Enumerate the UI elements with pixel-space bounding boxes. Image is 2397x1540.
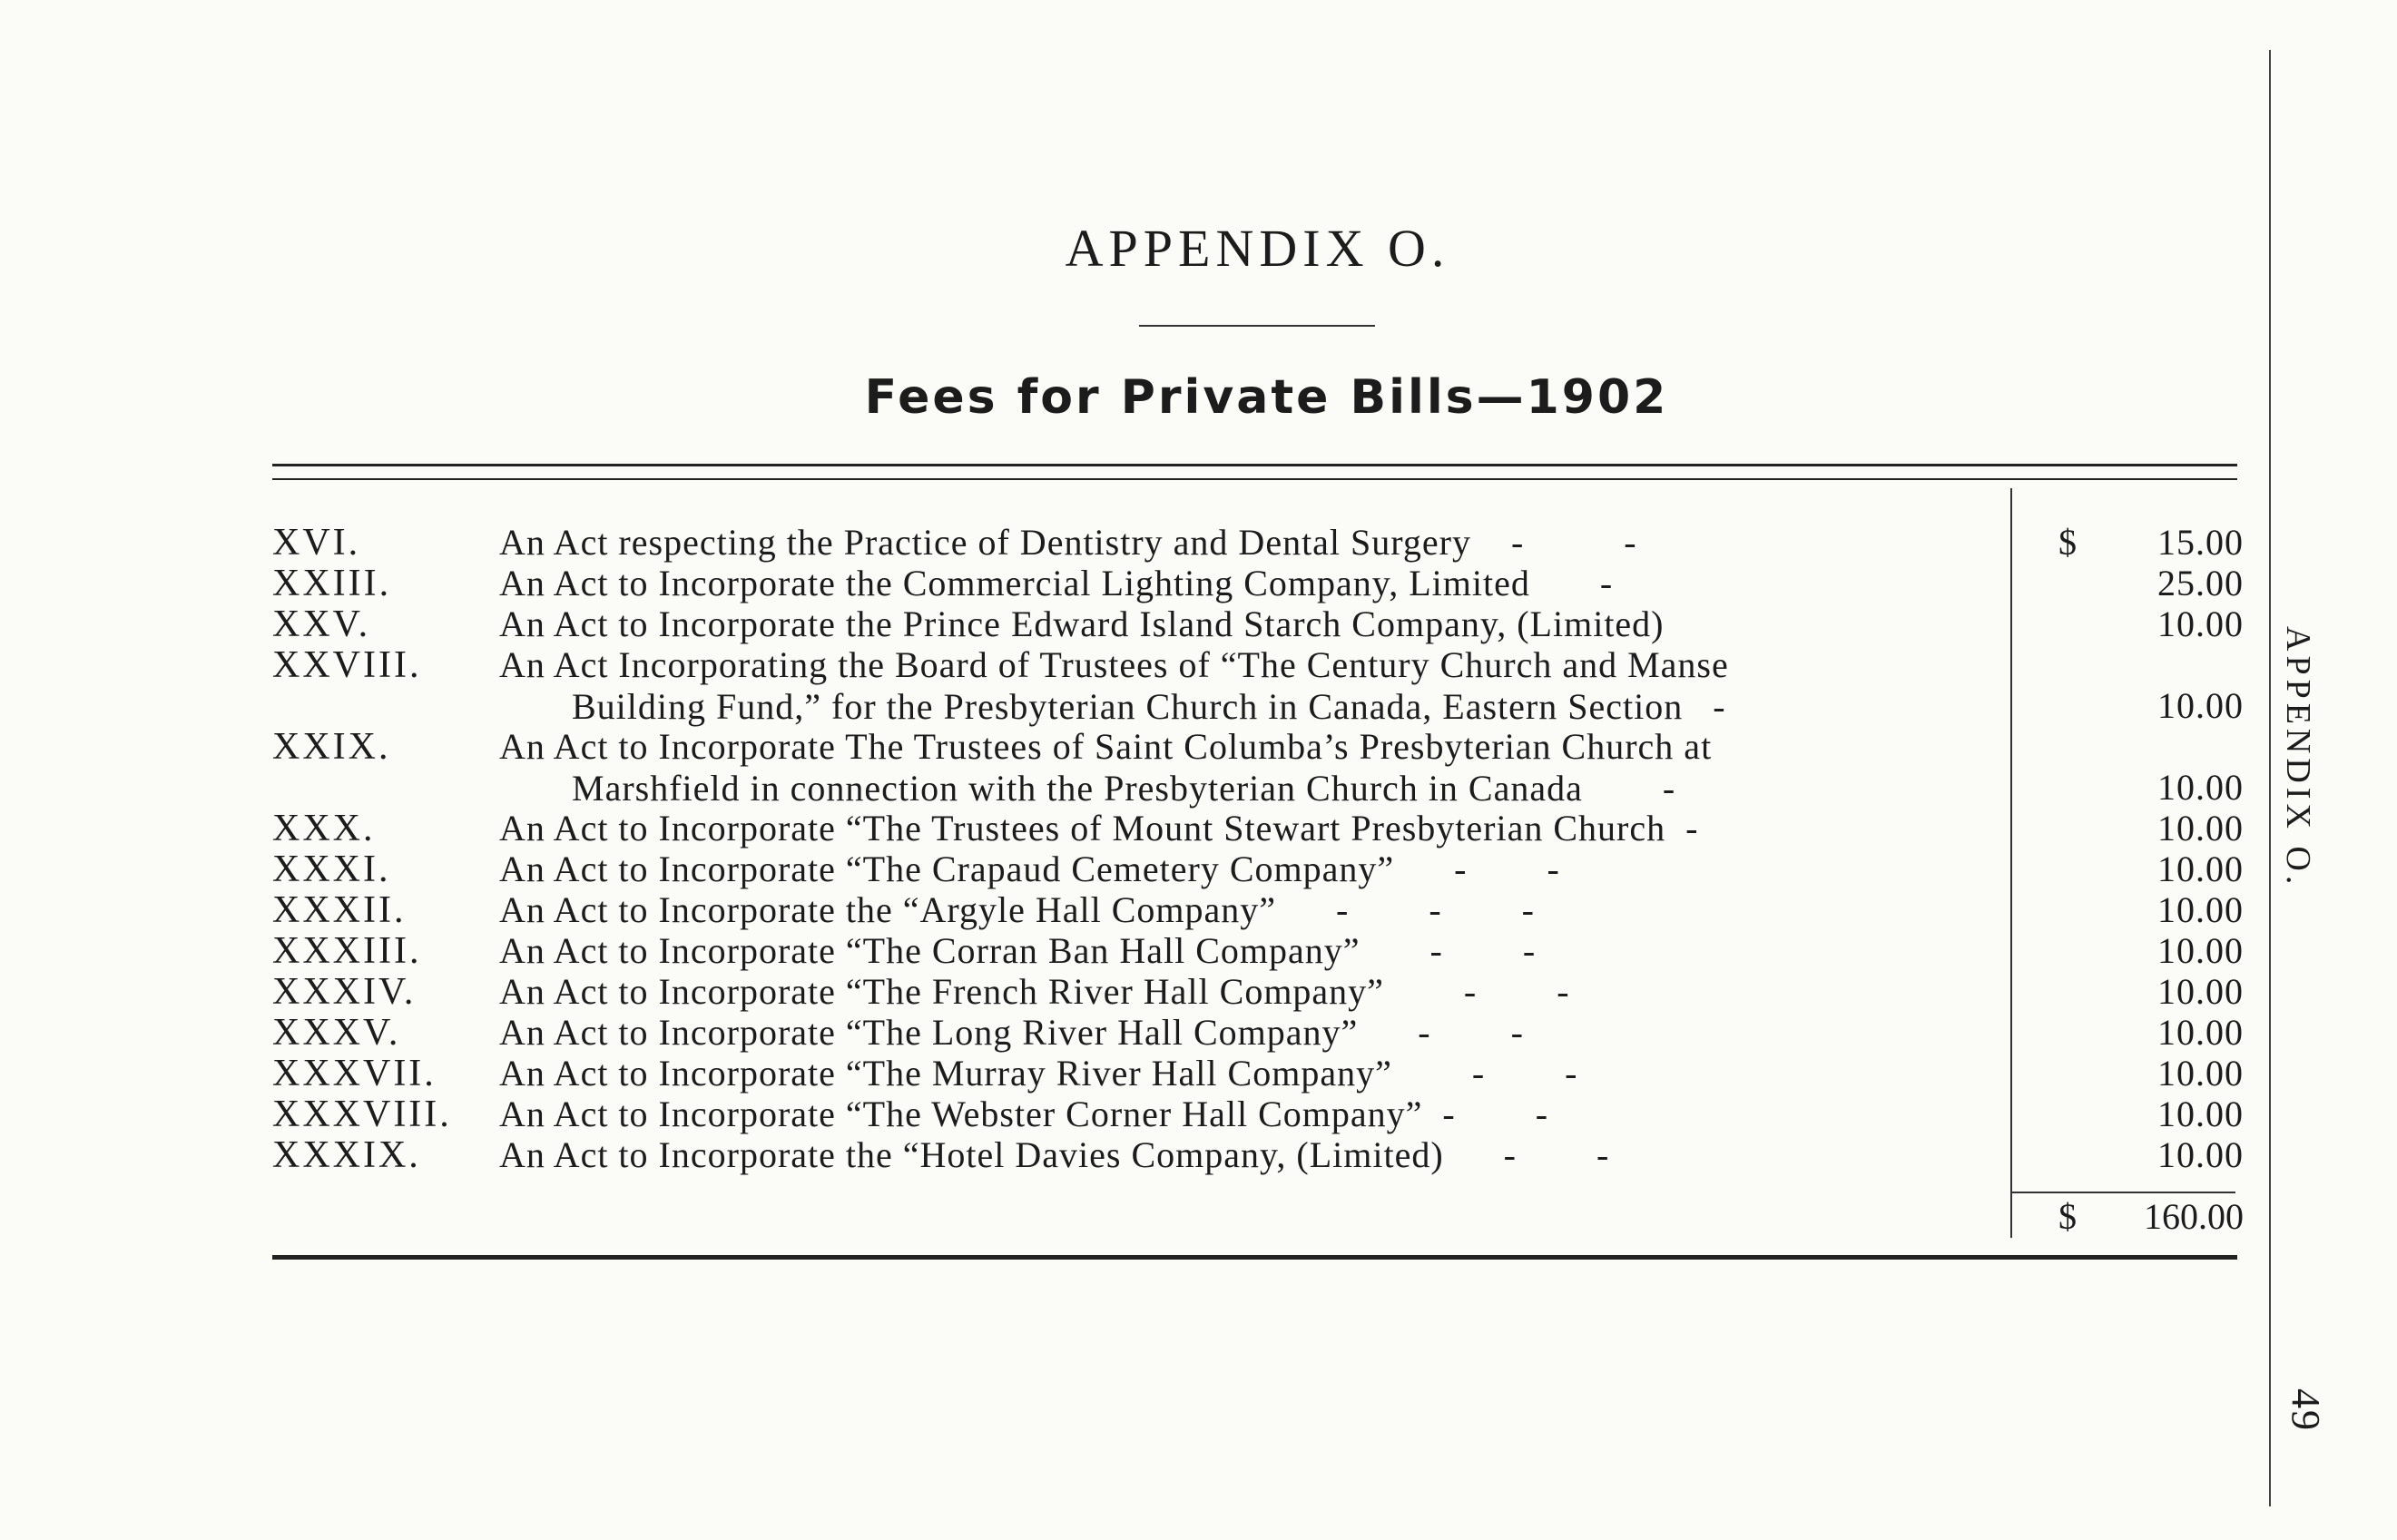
fee-amount: 25.00	[2157, 563, 2244, 603]
table-top-rule	[272, 464, 2237, 466]
currency-symbol: $	[2058, 522, 2077, 563]
total-currency-symbol: $	[2058, 1196, 2077, 1237]
table-bottom-rule	[272, 1255, 2237, 1260]
appendix-title: APPENDIX O.	[1065, 219, 1450, 278]
fee-amount: 10.00	[2157, 808, 2244, 848]
fee-amount: 10.00	[2157, 1134, 2244, 1175]
total-rule	[2010, 1192, 2235, 1193]
bill-description-line: An Act respecting the Practice of Dentistry and Dental Surgery - -	[499, 522, 1637, 563]
fee-amount: 10.00	[2157, 1094, 2244, 1134]
bill-description-continuation: Building Fund,” for the Presbyterian Church in Canada, Eastern Section -	[572, 686, 1726, 727]
fee-amount: 10.00	[2157, 930, 2244, 971]
bill-description-line: An Act to Incorporate “The Crapaud Cemetery Company” - -	[499, 848, 1560, 889]
page-edge-line	[2269, 50, 2271, 1506]
page-heading: Fees for Private Bills—1902	[864, 370, 1669, 425]
bill-description-line: An Act to Incorporate “The French River Hall Company” - -	[499, 971, 1570, 1012]
table-top-rule-inner	[272, 478, 2237, 480]
bill-number: XXXVII.	[272, 1053, 437, 1094]
bill-description	[499, 1012, 2010, 1054]
bill-description-line: An Act to Incorporate “The Trustees of Mount Stewart Presbyterian Church -	[499, 808, 1699, 848]
bill-description	[499, 563, 2010, 604]
bill-description-line: An Act to Incorporate “The Corran Ban Hall Company” - -	[499, 930, 1537, 971]
bill-description	[499, 848, 2010, 890]
bill-number: XXXIX.	[272, 1134, 421, 1176]
title-rule	[1139, 325, 1375, 327]
bill-description	[499, 603, 2010, 645]
fee-amount: 10.00	[2157, 889, 2244, 930]
bill-description	[499, 644, 2010, 728]
bill-description-continuation: Marshfield in connection with the Presbyterian Church in Canada -	[572, 768, 1676, 809]
bill-description	[499, 971, 2010, 1013]
bill-description	[499, 1094, 2010, 1135]
fee-amount: 15.00	[2157, 522, 2244, 563]
bill-number: XXXIV.	[272, 971, 417, 1013]
bill-description-line: An Act to Incorporate “The Long River Hall Company” - -	[499, 1012, 1524, 1053]
bill-number: XXXI.	[272, 848, 391, 890]
bill-number: XXV.	[272, 603, 371, 645]
bill-number: XXXII.	[272, 889, 407, 931]
bill-description-line: An Act to Incorporate “The Webster Corner Hall Company” - -	[499, 1094, 1549, 1134]
bill-description	[499, 522, 2010, 564]
fee-amount: 10.00	[2157, 767, 2244, 808]
bill-number: XXXVIII.	[272, 1094, 452, 1135]
fee-amount: 10.00	[2157, 603, 2244, 644]
side-running-head: APPENDIX O.	[2279, 626, 2317, 889]
bill-description-line: An Act to Incorporate the “Hotel Davies Company, (Limited) - -	[499, 1134, 1610, 1175]
fee-amount: 10.00	[2157, 848, 2244, 889]
bill-description	[499, 930, 2010, 972]
bill-description	[499, 1053, 2010, 1094]
bill-number: XXXIII.	[272, 930, 422, 972]
bill-number: XVI.	[272, 522, 361, 564]
bill-description	[499, 726, 2010, 809]
bill-description	[499, 889, 2010, 931]
bill-description-line: An Act to Incorporate “The Murray River Hall Company” - -	[499, 1053, 1578, 1094]
bill-number: XXIII.	[272, 563, 392, 604]
bill-description-line: An Act to Incorporate the “Argyle Hall Company” - - -	[499, 889, 1535, 930]
bill-description	[499, 808, 2010, 849]
bill-number: XXX.	[272, 808, 376, 849]
fee-amount: 10.00	[2157, 971, 2244, 1012]
fee-amount: 10.00	[2157, 1053, 2244, 1094]
bill-description-line: An Act to Incorporate The Trustees of Saint Columba’s Presbyterian Church at	[499, 726, 1713, 767]
bill-number: XXVIII.	[272, 644, 422, 686]
page-number: 49	[2284, 1388, 2328, 1432]
fee-amount: 10.00	[2157, 1012, 2244, 1053]
bill-description-line: An Act to Incorporate the Commercial Lighting Company, Limited -	[499, 563, 1614, 603]
bill-number: XXIX.	[272, 726, 391, 768]
bill-description-line: An Act to Incorporate the Prince Edward Island Starch Company, (Limited)	[499, 603, 1665, 644]
total-amount: 160.00	[2144, 1196, 2244, 1237]
bill-description-line: An Act Incorporating the Board of Trustees of “The Century Church and Manse	[499, 644, 1729, 685]
bill-number: XXXV.	[272, 1012, 401, 1054]
fee-amount: 10.00	[2157, 685, 2244, 726]
bill-description	[499, 1134, 2010, 1176]
amount-column-divider	[2010, 488, 2012, 1238]
